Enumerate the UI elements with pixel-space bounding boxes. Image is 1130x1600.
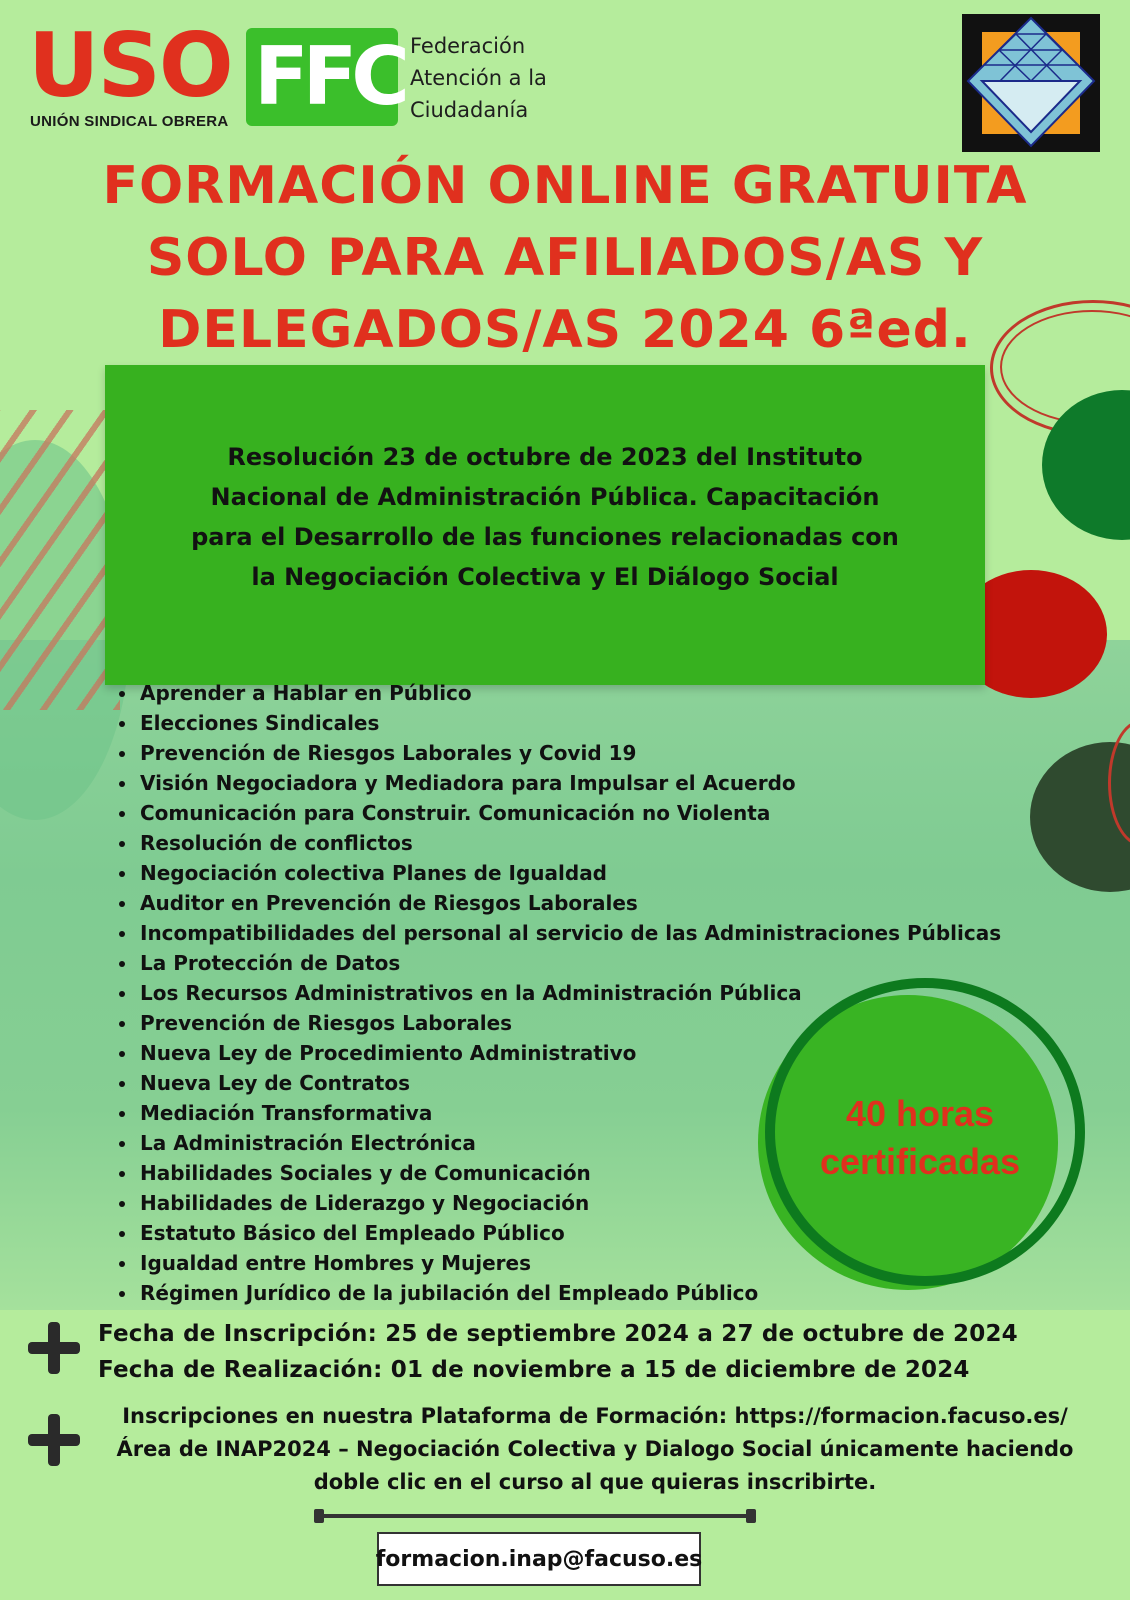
decorative-stripes [0,410,120,710]
ffc-logo-letters: FFC [254,30,405,123]
course-item: • Los Recursos Administrativos en la Administración Pública [138,978,1001,1008]
course-item: • La Protección de Datos [138,948,1001,978]
course-date: Fecha de Realización: 01 de noviembre a 15 de diciembre de 2024 [98,1357,970,1383]
course-list [112,678,1001,1308]
course-item: • Habilidades Sociales y de Comunicación [138,1158,1001,1188]
course-item: • Nueva Ley de Contratos [138,1068,1001,1098]
course-item: • Nueva Ley de Procedimiento Administrativo [138,1038,1001,1068]
plus-icon [28,1322,80,1374]
ffc-name-line: Federación [410,34,526,58]
course-item: • Mediación Transformativa [138,1098,1001,1128]
inscription-line: Área de INAP2024 – Negociación Colectiva y Dialogo Social únicamente haciendo [116,1437,1074,1461]
course-item: • Incompatibilidades del personal al servicio de las Administraciones Públicas [138,918,1001,948]
course-item: • Auditor en Prevención de Riesgos Laborales [138,888,1001,918]
course-item: • Visión Negociadora y Mediadora para Impulsar el Acuerdo [138,768,1001,798]
resolution-line: para el Desarrollo de las funciones relacionadas con [191,523,899,551]
course-item: • Elecciones Sindicales [138,708,1001,738]
uso-logo-subtitle: UNIÓN SINDICAL OBRERA [30,113,229,130]
course-item: • Resolución de conflictos [138,828,1001,858]
uso-logo-letters: USO [28,14,232,117]
inscription-line[interactable]: Inscripciones en nuestra Plataforma de Formación: https://formacion.facuso.es/ [122,1404,1068,1428]
title-line: DELEGADOS/AS 2024 6ªed. [158,300,972,360]
title-line: SOLO PARA AFILIADOS/AS Y [146,228,984,288]
course-item: • Habilidades de Liderazgo y Negociación [138,1188,1001,1218]
divider [320,1514,750,1518]
plus-icon [28,1414,80,1466]
dates-block [98,1316,1018,1388]
resolution-box [105,365,985,685]
contact-email[interactable]: formacion.inap@facuso.es [377,1532,701,1586]
registration-date: Fecha de Inscripción: 25 de septiembre 2024 a 27 de octubre de 2024 [98,1321,1018,1347]
course-item: • Negociación colectiva Planes de Igualdad [138,858,1001,888]
resolution-line: Nacional de Administración Pública. Capacitación [210,483,880,511]
page-title [0,150,1130,366]
course-item: • Igualdad entre Hombres y Mujeres [138,1248,1001,1278]
ffc-name-line: Atención a la [410,66,547,90]
ffc-federation-name [410,30,547,126]
uso-logo [28,14,238,132]
ffc-logo [246,28,405,126]
inap-logo [962,14,1100,152]
course-item: • Prevención de Riesgos Laborales [138,1008,1001,1038]
course-item: • Estatuto Básico del Empleado Público [138,1218,1001,1248]
inscription-line: doble clic en el curso al que quieras inscribirte. [313,1470,877,1494]
ffc-name-line: Ciudadanía [410,98,529,122]
hours-badge-line: 40 horas [845,1093,995,1134]
course-item: • Aprender a Hablar en Público [138,678,1001,708]
resolution-line: la Negociación Colectiva y El Diálogo Social [251,563,839,591]
inscription-info [95,1400,1095,1499]
course-item: • Prevención de Riesgos Laborales y Covid 19 [138,738,1001,768]
title-line: FORMACIÓN ONLINE GRATUITA [102,156,1028,216]
resolution-text [130,437,960,597]
course-item: • Comunicación para Construir. Comunicación no Violenta [138,798,1001,828]
course-item: • La Administración Electrónica [138,1128,1001,1158]
inap-logo-icon [962,14,1100,152]
course-item: • Régimen Jurídico de la jubilación del Empleado Público [138,1278,1001,1308]
resolution-line: Resolución 23 de octubre de 2023 del Instituto [227,443,863,471]
hours-badge-line: certificadas [819,1141,1021,1182]
